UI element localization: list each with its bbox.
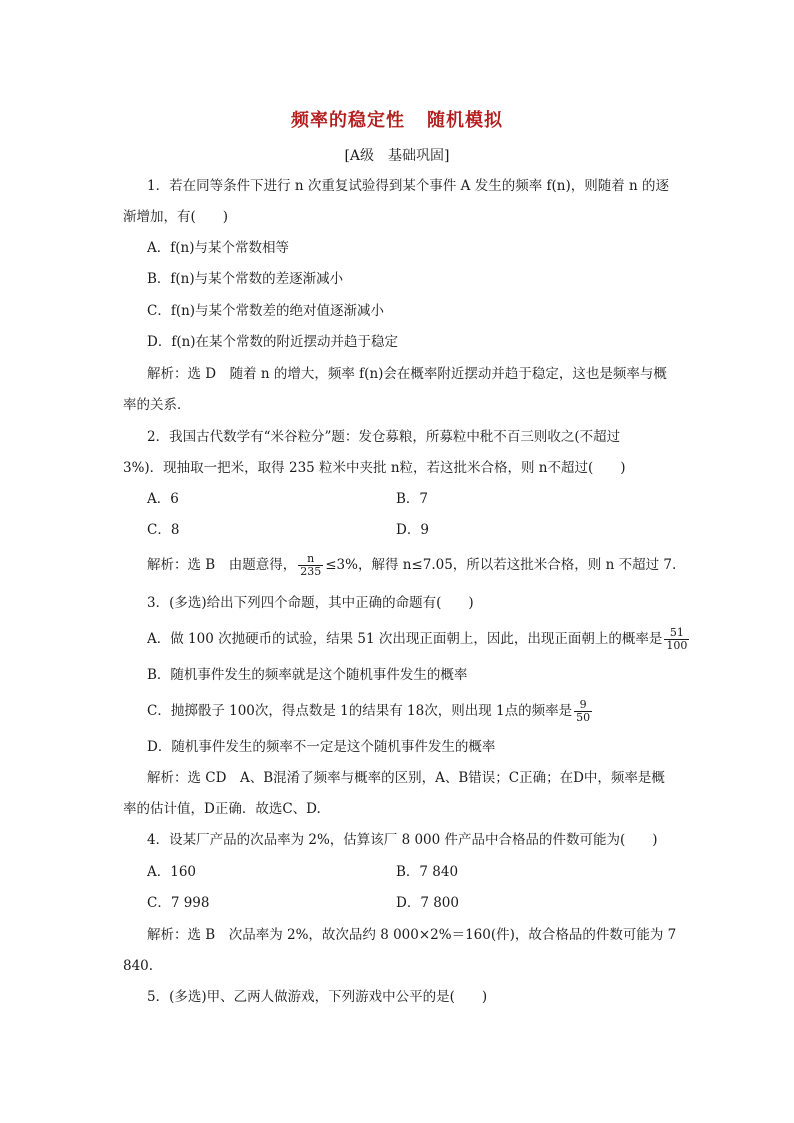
q1-stem-line-1: 1．若在同等条件下进行 n 次重复试验得到某个事件 A 发生的频率 f(n)，则随着 n 的逐 [147, 178, 669, 194]
q1-solution-line-2: 率的关系． [123, 397, 191, 413]
q4-stem: 4．设某厂产品的次品率为 2%，估算该厂 8 000 件产品中合格品的件数可能为( ) [147, 832, 658, 848]
q3-option-c [147, 697, 594, 725]
q1-solution-line-1: 解析：选 D 随着 n 的增大，频率 f(n)会在概率附近摆动并趋于稳定，这也是频率与概 [147, 366, 667, 382]
q1-option-d: D．f(n)在某个常数的附近摆动并趋于稳定 [147, 334, 399, 350]
q3-option-c-fraction [574, 699, 592, 724]
q4-option-a: A．160 [147, 864, 197, 880]
fraction-numerator: 51 [669, 626, 684, 639]
q2-solution [147, 551, 676, 579]
q1-option-b: B．f(n)与某个常数的差逐渐减小 [147, 271, 344, 287]
q2-option-b: B．7 [396, 491, 429, 507]
q3-option-c-text: C．抛掷骰子 100次，得点数是 1的结果有 18次，则出现 1点的频率是 [147, 703, 573, 719]
q1-option-c: C．f(n)与某个常数差的绝对值逐渐减小 [147, 303, 385, 319]
q4-solution-line-2: 840. [123, 958, 154, 974]
q2-option-a: A．6 [147, 491, 179, 507]
page-title [0, 106, 794, 132]
q2-solution-pre: 解析：选 B 由题意得， [147, 557, 297, 573]
q3-option-a [147, 625, 691, 653]
q2-solution-fraction [298, 553, 323, 578]
q4-option-b: B．7 840 [396, 864, 459, 880]
q2-stem-line-2: 3%)．现抽取一把米，取得 235 粒米中夹批 n粒，若这批米合格，则 n不超过( ) [123, 460, 626, 476]
q2-option-d: D．9 [396, 522, 429, 538]
q3-option-a-fraction [664, 627, 689, 652]
q2-solution-post: ≤3%，解得 n≤7.05，所以若这批米合格，则 n 不超过 7. [325, 557, 677, 573]
q3-solution-line-2: 率的估计值，D正确．故选C、D. [123, 801, 321, 817]
q3-option-b: B．随机事件发生的频率就是这个随机事件发生的概率 [147, 667, 468, 683]
q5-stem: 5．(多选)甲、乙两人做游戏，下列游戏中公平的是( ) [147, 989, 488, 1005]
q4-option-d: D．7 800 [396, 895, 459, 911]
title-part-2: 随机模拟 [427, 110, 503, 131]
q2-stem-line-1: 2．我国古代数学有“米谷粒分”题：发仓募粮，所募粒中秕不百三则收之(不超过 [147, 429, 621, 445]
q1-stem-line-2: 渐增加，有( ) [123, 209, 229, 225]
q3-option-d: D．随机事件发生的频率不一定是这个随机事件发生的概率 [147, 739, 496, 755]
fraction-numerator: n [307, 552, 315, 565]
fraction-denominator: 50 [576, 711, 591, 724]
q1-option-a: A．f(n)与某个常数相等 [147, 240, 289, 256]
q3-stem: 3．(多选)给出下列四个命题，其中正确的命题有( ) [147, 595, 474, 611]
q2-option-c: C．8 [147, 522, 180, 538]
fraction-denominator: 235 [300, 565, 322, 578]
q3-option-a-text: A．做 100 次抛硬币的试验，结果 51 次出现正面朝上，因此，出现正面朝上的概率是 [147, 631, 663, 647]
title-part-1: 频率的稳定性 [291, 110, 405, 131]
fraction-denominator: 100 [666, 639, 688, 652]
fraction-numerator: 9 [579, 698, 587, 711]
q4-option-c: C．7 998 [147, 895, 210, 911]
q4-solution-line-1: 解析：选 B 次品率为 2%，故次品约 8 000×2%＝160(件)，故合格品的件数可能为 7 [147, 927, 677, 943]
q3-solution-line-1: 解析：选 CD A、B混淆了频率与概率的区别，A、B错误；C正确；在D中，频率是概 [147, 770, 665, 786]
section-level: [A级 基础巩固] [344, 148, 450, 164]
